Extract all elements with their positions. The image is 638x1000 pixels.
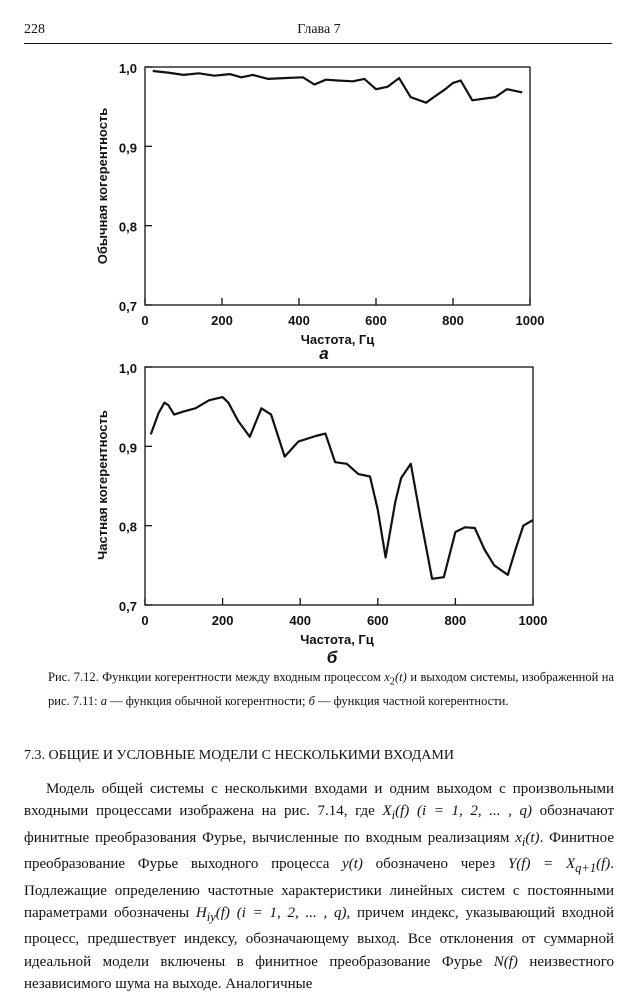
arg-t: (t) xyxy=(525,829,540,846)
x-tick-label: 600 xyxy=(365,313,387,328)
x-axis-label: Частота, Гц xyxy=(300,332,375,347)
y-tick-label: 0,9 xyxy=(118,140,137,156)
y-tick-label: 0,9 xyxy=(118,440,137,456)
y-tick-label: 0,7 xyxy=(118,299,137,314)
symbol-x: x xyxy=(515,829,522,846)
plot-frame xyxy=(145,67,530,305)
data-line xyxy=(153,71,523,103)
arg-f-3: (f) xyxy=(215,905,230,922)
body-text-3: . Финитное преобразование Фурье выходного процесса xyxy=(24,829,615,873)
arg-f-2: (f) xyxy=(596,856,611,873)
body-paragraph xyxy=(24,778,614,996)
section-number: 7.3. xyxy=(24,748,45,763)
data-line xyxy=(151,397,533,579)
subscript-q1: q+1 xyxy=(575,861,597,876)
running-head: Глава 7 xyxy=(297,22,341,37)
index-range-2: (i = 1, 2, ... , q) xyxy=(236,905,347,922)
x-tick-label: 800 xyxy=(444,613,467,628)
body-text-6: , причем индекс, указывающий входной процесс, предшествует индексу, обозначающему выход. Все отклонения от суммарной идеальной модели включены в финитное преобразование Фурье xyxy=(24,905,615,970)
body-text-5: . Подлежащие определению частотные характеристики линейных систем с постоянными параметрами обозначены xyxy=(24,856,615,922)
y-tick-label: 0,7 xyxy=(118,599,137,614)
x-tick-label: 600 xyxy=(366,613,389,628)
caption-middle: и выходом системы, изображенной на рис. 7.11: xyxy=(48,670,614,708)
symbol-y: y(t) xyxy=(342,856,363,873)
y-axis xyxy=(119,61,152,314)
panel-label-a: а xyxy=(319,344,329,360)
symbol-Y: Y(f) = xyxy=(507,856,554,873)
y-tick-label: 0,8 xyxy=(118,519,137,535)
chart-ordinary-coherence xyxy=(0,50,638,360)
caption-x-subscript: 2 xyxy=(389,676,395,688)
x-tick-label: 800 xyxy=(442,313,464,328)
section-title: ОБЩИЕ И УСЛОВНЫЕ МОДЕЛИ С НЕСКОЛЬКИМИ ВХОДАМИ xyxy=(48,748,454,763)
header-rule xyxy=(24,43,612,44)
subscript-i: i xyxy=(391,808,396,823)
x-tick-label: 400 xyxy=(288,313,310,328)
arg-f: (f) xyxy=(395,803,410,820)
chart-partial-coherence xyxy=(0,352,638,670)
x-axis-label: Частота, Гц xyxy=(300,632,374,647)
symbol-N: N(f) xyxy=(493,953,518,970)
x-tick-label: 1000 xyxy=(515,313,545,328)
x-tick-label: 0 xyxy=(141,313,149,328)
subscript-i-2: i xyxy=(521,834,526,849)
caption-a-label: а xyxy=(100,693,107,708)
section-heading xyxy=(24,748,624,764)
page-number: 228 xyxy=(24,22,45,37)
body-text-2: обозначают финитные преобразования Фурье, вычисленные по входным реализациям xyxy=(24,803,615,846)
symbol-X: X xyxy=(382,803,392,820)
y-axis-label: Обычная когерентность xyxy=(95,107,110,265)
y-axis xyxy=(119,361,152,614)
caption-prefix: Рис. 7.12. Функции когерентности между входным процессом xyxy=(48,670,381,684)
body-text-1: Модель общей системы с несколькими входами и одним выходом с произвольными входными процессами изображена на рис. 7.14, где xyxy=(24,781,614,820)
symbol-Xq: X xyxy=(566,856,576,873)
symbol-H: H xyxy=(195,905,207,922)
x-axis xyxy=(141,598,547,628)
body-text-7: неизвестного независимого шума на выходе. Аналогичные xyxy=(24,953,615,993)
x-tick-label: 0 xyxy=(141,613,149,628)
caption-x-arg: (t) xyxy=(395,670,407,684)
x-tick-label: 200 xyxy=(211,313,233,328)
caption-x-symbol: x xyxy=(384,670,390,684)
y-tick-label: 1,0 xyxy=(118,61,137,76)
figure-caption xyxy=(48,668,614,711)
subscript-iy: iy xyxy=(206,910,216,925)
caption-a-text: — функция обычной когерентности; xyxy=(110,693,306,708)
panel-label-b: б xyxy=(326,648,338,667)
y-tick-label: 1,0 xyxy=(118,361,137,376)
x-tick-label: 400 xyxy=(289,613,312,628)
index-range-1: (i = 1, 2, ... , q) xyxy=(416,803,532,820)
caption-b-text: — функция частной когерентности. xyxy=(317,693,509,708)
y-axis-label: Частная когерентность xyxy=(95,410,110,560)
body-text-4: обозначено через xyxy=(375,856,496,873)
x-tick-label: 1000 xyxy=(518,613,548,628)
caption-b-label: б xyxy=(308,693,315,708)
y-tick-label: 0,8 xyxy=(118,219,137,235)
x-tick-label: 200 xyxy=(211,613,234,628)
x-axis xyxy=(141,298,544,328)
